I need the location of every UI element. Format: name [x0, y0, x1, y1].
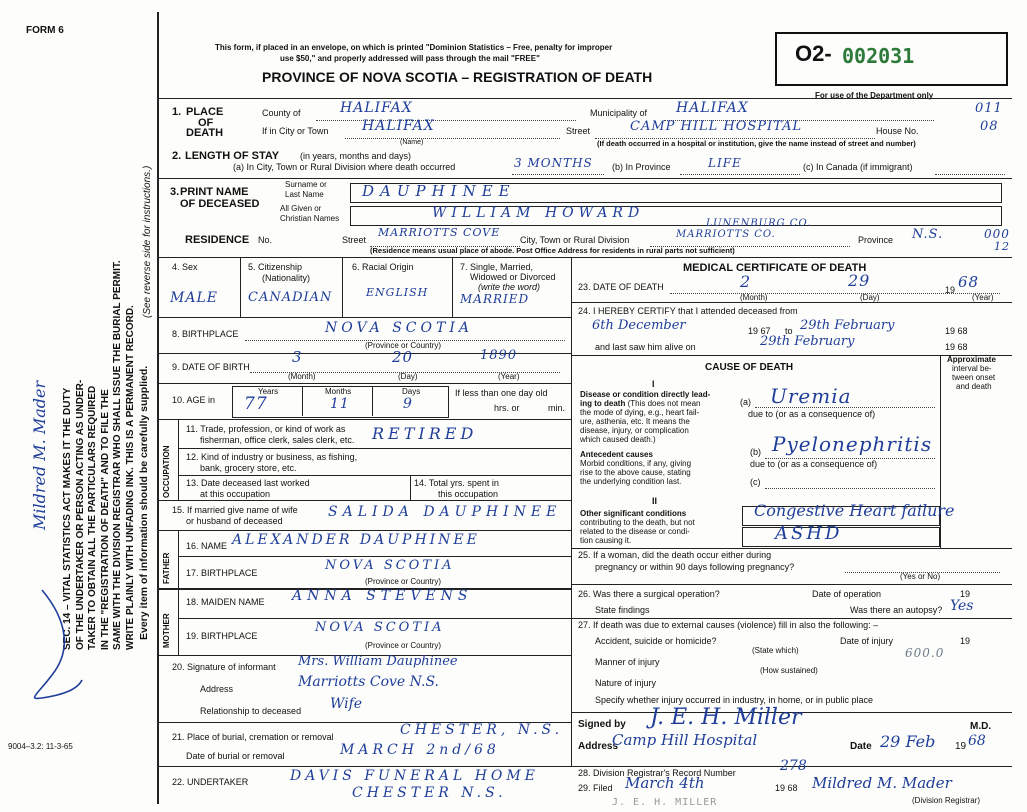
direct-cause-2: ing to death (This does not mean — [580, 399, 701, 408]
s9-label: 9. DATE OF BIRTH — [172, 362, 250, 372]
city-label: If in City or Town — [262, 126, 329, 136]
s21-label-2: Date of burial or removal — [186, 751, 285, 761]
rule — [372, 386, 373, 416]
death-year-hint: (Year) — [972, 293, 994, 302]
stay-city-value: 3 MONTHS — [514, 156, 593, 170]
informant-address-value: Marriotts Cove N.S. — [298, 674, 439, 690]
rule — [571, 302, 1012, 303]
marital-status-value: MARRIED — [460, 292, 530, 306]
s1-label-1: PLACE — [186, 106, 224, 118]
sign-date-label: Date — [850, 741, 872, 752]
s12-label-1: 12. Kind of industry or business, as fishing, — [186, 452, 358, 462]
residence-note: (Residence means usual place of abode. Post Office Address for residents in rural parts not sufficient) — [370, 246, 735, 255]
age-years-label: Years — [258, 387, 279, 396]
approx-interval-3: tween onset — [952, 373, 996, 382]
county-value: HALIFAX — [340, 100, 413, 116]
street-value: CAMP HILL HOSPITAL — [630, 119, 803, 134]
place-code: 011 — [975, 101, 1003, 116]
birthplace-hint: (Province or Country) — [365, 341, 442, 350]
rule — [178, 556, 571, 557]
mother-maiden-value: ANNA STEVENS — [292, 588, 473, 604]
due-to-label-2: due to (or as a consequence of) — [750, 459, 878, 469]
undertaker-value-2: CHESTER N.S. — [352, 785, 507, 801]
approx-interval-2: interval be- — [952, 364, 992, 373]
residence-no-label: No. — [258, 235, 273, 245]
dob-year-hint: (Year) — [498, 372, 520, 381]
county-label: County of — [262, 108, 301, 118]
other-conditions-value-2: ASHD — [775, 523, 843, 544]
s10-label: 10. AGE in — [172, 395, 216, 405]
attended-to-year: 19 68 — [945, 326, 968, 336]
residence-code: 000 — [984, 227, 1010, 241]
citizenship-value: CANADIAN — [248, 290, 333, 305]
stay-canada-label: (c) In Canada (if immigrant) — [803, 162, 913, 172]
s15-label-2: or husband of deceased — [186, 516, 283, 526]
rule — [571, 618, 1012, 619]
direct-cause-6: disease, injury, or complication — [580, 426, 689, 435]
physician-address-value: Camp Hill Hospital — [612, 731, 758, 749]
death-day-value: 29 — [848, 271, 871, 290]
rule — [157, 98, 1012, 99]
s22-label: 22. UNDERTAKER — [172, 777, 249, 787]
street-label: Street — [566, 126, 591, 136]
s6-label: 6. Racial Origin — [352, 262, 414, 272]
registrar-record-value: 278 — [780, 758, 807, 774]
given-label-2: Christian Names — [280, 214, 340, 223]
occupation-value: RETIRED — [372, 424, 478, 443]
nature-label: Nature of injury — [595, 678, 657, 688]
sign-year-value: 68 — [968, 733, 986, 749]
rule — [157, 178, 1012, 179]
rule — [452, 257, 453, 317]
stay-city-line — [512, 174, 604, 175]
statute-text: SEC. 14 – VITAL STATISTICS ACT MAKES IT THE DUTY OF THE UNDERTAKER OR PERSON ACTING AS UNDER- TAKER TO OBTAIN ALL THE PARTICULARS REQUIRED IN THE "REGISTRATION OF DEATH" AND TO FILE THE SAME WITH THE DIVISION REGISTRAR WHO SHALL ISSUE THE BURIAL PERMIT. WRITE PLAINLY WITH UNFADING INK. THIS IS A PERMANENT RECORD. — [62, 260, 136, 650]
stay-province-line — [680, 174, 800, 175]
s1-num: 1. — [172, 106, 182, 118]
s13-label-1: 13. Date deceased last worked — [186, 478, 310, 488]
relationship-label: Relationship to deceased — [200, 706, 302, 716]
rule — [157, 317, 571, 318]
rule — [178, 475, 571, 476]
stay-province-label: (b) In Province — [612, 162, 671, 172]
s20-label: 20. Signature of informant — [172, 662, 276, 672]
attended-from-value: 6th December — [592, 318, 686, 333]
dob-day-hint: (Day) — [398, 372, 418, 381]
death-month-value: 2 — [740, 272, 752, 291]
age-months-label: Months — [325, 387, 352, 396]
cause-a-line — [755, 407, 935, 408]
antecedent-4: the underlying condition last. — [580, 477, 682, 486]
informant-address-label: Address — [200, 684, 234, 694]
county-line — [316, 120, 576, 121]
physician-name-stamp: J. E. H. MILLER — [612, 797, 718, 808]
death-year-prefix: 19 — [945, 285, 956, 295]
rule — [240, 257, 241, 317]
racial-origin-value: ENGLISH — [366, 286, 429, 299]
surname-value: DAUPHINEE — [362, 182, 516, 200]
header-note-2: use $50," and properly addressed will pass through the mail "FREE" — [280, 54, 540, 63]
s23-label: 23. DATE OF DEATH — [578, 282, 664, 292]
direct-cause-5: ure, asthenia, etc. It means the — [580, 417, 690, 426]
left-margin-rule — [157, 12, 159, 804]
direct-cause-7: which caused death.) — [580, 435, 656, 444]
registration-prefix: O2- — [795, 41, 832, 66]
registration-number: 002031 — [842, 44, 915, 68]
operation-year: 19 — [960, 589, 971, 599]
s28-label: 28. Division Registrar's Record Number — [578, 768, 736, 778]
rule — [157, 500, 571, 501]
age-years-value: 77 — [244, 394, 268, 414]
rule — [157, 383, 571, 384]
death-year-value: 68 — [958, 273, 980, 291]
s1-label-2: OF — [198, 117, 214, 129]
s17-label: 17. BIRTHPLACE — [186, 568, 258, 578]
rule — [157, 419, 571, 420]
rule — [157, 530, 571, 531]
footer-code: 9004–3.2: 11-3-65 — [8, 742, 73, 751]
column-divider — [571, 257, 572, 767]
md-label: M.D. — [970, 721, 992, 732]
pregnancy-hint: (Yes or No) — [900, 572, 941, 581]
form-title: PROVINCE OF NOVA SCOTIA – REGISTRATION OF DEATH — [262, 69, 653, 85]
s29-label: 29. Filed — [578, 783, 613, 793]
s8-label: 8. BIRTHPLACE — [172, 329, 239, 339]
sex-value: MALE — [170, 290, 218, 306]
burial-place-value: CHESTER, N.S. — [400, 722, 564, 738]
length-of-stay-hint: (in years, months and days) — [300, 151, 412, 161]
municipality-value: HALIFAX — [676, 100, 749, 116]
direct-cause-1: Disease or condition directly lead- — [580, 390, 711, 399]
rule — [178, 618, 571, 619]
sign-year-prefix: 19 — [955, 741, 967, 752]
other-conditions-1: Other significant conditions — [580, 509, 687, 518]
s25-label-1: 25. If a woman, did the death occur either during — [578, 550, 772, 560]
last-saw-year: 19 68 — [945, 342, 968, 352]
city-line — [345, 138, 560, 139]
rule — [571, 548, 1012, 549]
other-conditions-3: related to the disease or condi- — [580, 527, 690, 536]
attended-from-year: 19 67 — [748, 326, 771, 336]
rule — [571, 584, 1012, 585]
filed-date-value: March 4th — [625, 774, 705, 792]
s14-label-1: 14. Total yrs. spent in — [414, 478, 499, 488]
state-which-hint: (State which) — [752, 646, 799, 655]
other-conditions-2: contributing to the death, but not — [580, 518, 695, 527]
rule — [178, 530, 179, 655]
rule — [178, 419, 179, 500]
father-birthplace-hint: (Province or Country) — [365, 577, 442, 586]
direct-cause-4: the mode of dying, e.g., heart fail- — [580, 408, 700, 417]
occupation-label: OCCUPATION — [162, 445, 171, 498]
relationship-value: Wife — [330, 696, 363, 712]
age-min-label: min. — [548, 403, 566, 413]
other-conditions-value-1: Congestive Heart failure — [754, 501, 955, 520]
house-value: 08 — [980, 119, 999, 134]
s24-label: 24. I HEREBY CERTIFY that I attended deceased from — [578, 306, 798, 316]
age-days-value: 9 — [403, 396, 413, 412]
death-month-hint: (Month) — [740, 293, 768, 302]
stay-city-label: (a) In City, Town or Rural Division where death occurred — [233, 162, 456, 172]
see-reverse-note: (See reverse side for instructions.) — [142, 165, 153, 318]
father-label: FATHER — [162, 552, 171, 584]
s7-label-1: 7. Single, Married, — [460, 262, 534, 272]
cause-a-value: Uremia — [770, 384, 852, 408]
rule — [157, 766, 1012, 767]
s3-num: 3. — [170, 186, 180, 198]
margin-number: 600.0 — [905, 646, 945, 660]
rule — [410, 475, 411, 500]
father-name-value: ALEXANDER DAUPHINEE — [232, 532, 480, 548]
operation-date-label: Date of operation — [812, 589, 882, 599]
stay-canada-line — [935, 174, 1005, 175]
city-value: HALIFAX — [362, 118, 435, 134]
division-registrar-signature: Mildred M. Mader — [812, 774, 952, 792]
dob-month-value: 3 — [292, 348, 303, 366]
attended-to-value: 29th February — [800, 318, 895, 333]
approx-interval-4: and death — [956, 382, 992, 391]
s5-hint: (Nationality) — [262, 273, 311, 283]
physician-address-label: Address — [578, 741, 619, 752]
s18-label: 18. MAIDEN NAME — [186, 597, 265, 607]
margin-signature: Mildred M. Mader — [30, 380, 49, 530]
antecedent-1: Antecedent causes — [580, 450, 653, 459]
father-birthplace-value: NOVA SCOTIA — [325, 558, 455, 573]
given-names-value: WILLIAM HOWARD — [432, 205, 645, 221]
other-conditions-4: tion causing it. — [580, 536, 632, 545]
residence-city-value: LUNENBURG CO. — [706, 218, 812, 229]
antecedent-2: Morbid conditions, if any, giving — [580, 459, 692, 468]
of-deceased-label: OF DECEASED — [180, 198, 260, 210]
s1-label-3: DEATH — [186, 127, 224, 139]
s12-label-2: bank, grocery store, etc. — [200, 463, 297, 473]
s16-label: 16. NAME — [186, 541, 228, 551]
mother-birthplace-value: NOVA SCOTIA — [315, 620, 445, 635]
injury-date-label: Date of injury — [840, 636, 894, 646]
every-item-note: Every item of information should be carefully supplied. — [138, 365, 150, 640]
cause-roman-1: I — [652, 379, 655, 389]
s5-label: 5. Citizenship — [248, 262, 303, 272]
stay-province-value: LIFE — [708, 156, 742, 170]
mother-birthplace-hint: (Province or Country) — [365, 641, 442, 650]
cause-b-label: (b) — [750, 447, 761, 457]
s19-label: 19. BIRTHPLACE — [186, 631, 258, 641]
sign-date-value: 29 Feb — [880, 732, 936, 751]
residence-label: RESIDENCE — [185, 234, 250, 246]
cause-a-label: (a) — [740, 397, 751, 407]
s2-num: 2. — [172, 150, 182, 162]
rule — [178, 448, 571, 449]
s14-label-2: this occupation — [438, 489, 499, 499]
age-months-value: 11 — [330, 396, 350, 412]
cause-of-death-title: CAUSE OF DEATH — [705, 362, 794, 373]
cause-b-value: Pyelonephritis — [772, 432, 933, 456]
s7-label-2: Widowed or Divorced — [470, 272, 556, 282]
print-name-label: PRINT NAME — [180, 186, 249, 198]
antecedent-3: rise to the above cause, stating — [580, 468, 691, 477]
hospital-note: (If death occurred in a hospital or institution, give the name instead of street and number) — [597, 139, 916, 148]
residence-street-label: Street — [342, 235, 367, 245]
signed-by-label: Signed by — [578, 719, 626, 730]
division-registrar-hint: (Division Registrar) — [912, 796, 981, 805]
dob-year-value: 1890 — [480, 348, 518, 363]
specify-label: Specify whether injury occurred in industry, in home, or in public place — [595, 695, 873, 705]
rule — [342, 257, 343, 317]
burial-date-value: MARCH 2nd/68 — [340, 742, 500, 758]
filed-year: 19 68 — [775, 783, 798, 793]
rule — [571, 355, 1012, 356]
last-saw-value: 29th February — [760, 334, 855, 349]
undertaker-value: DAVIS FUNERAL HOME — [290, 768, 539, 784]
surname-label-2: Last Name — [285, 190, 324, 199]
rule — [302, 386, 303, 416]
mother-label: MOTHER — [162, 613, 171, 648]
cause-c-label: (c) — [750, 477, 761, 487]
less-than-day-label: If less than one day old — [455, 388, 548, 398]
s21-label-1: 21. Place of burial, cremation or removal — [172, 732, 334, 742]
physician-signature: J. E. H. Miller — [650, 705, 802, 730]
margin-scribble — [12, 580, 92, 710]
form-number: FORM 6 — [26, 25, 64, 36]
accident-label: Accident, suicide or homicide? — [595, 636, 717, 646]
age-days-label: Days — [402, 387, 421, 396]
dob-day-value: 20 — [392, 348, 414, 366]
manner-label: Manner of injury — [595, 657, 660, 667]
age-hrs-label: hrs. or — [494, 403, 520, 413]
autopsy-label: Was there an autopsy? — [850, 605, 943, 615]
residence-code-2: 12 — [994, 240, 1010, 253]
spouse-value: SALIDA DAUPHINEE — [328, 504, 562, 520]
municipality-label: Municipality of — [590, 108, 648, 118]
s26-label-1: 26. Was there a surgical operation? — [578, 589, 720, 599]
s15-label-1: 15. If married give name of wife — [172, 505, 298, 515]
residence-city-value-2: MARRIOTTS CO. — [676, 229, 776, 240]
s13-label-2: at this occupation — [200, 489, 271, 499]
approx-interval-1: Approximate — [947, 355, 996, 364]
injury-year: 19 — [960, 636, 971, 646]
informant-signature: Mrs. William Dauphinee — [298, 654, 458, 669]
medical-certificate-title: MEDICAL CERTIFICATE OF DEATH — [683, 262, 867, 274]
surname-label-1: Surname or — [285, 180, 327, 189]
death-day-hint: (Day) — [860, 293, 880, 302]
residence-street-value: MARRIOTTS COVE — [378, 226, 501, 239]
cause-c-line — [765, 488, 935, 489]
due-to-label-1: due to (or as a consequence of) — [748, 409, 876, 419]
s11-label-1: 11. Trade, profession, or kind of work as — [186, 424, 346, 434]
state-findings-label: State findings — [595, 605, 650, 615]
given-label-1: All Given or — [280, 204, 322, 213]
s4-label: 4. Sex — [172, 262, 198, 272]
rule — [157, 257, 1012, 258]
last-saw-label: and last saw him alive on — [595, 342, 696, 352]
autopsy-value: Yes — [950, 598, 974, 614]
birthplace-value: NOVA SCOTIA — [325, 320, 473, 336]
s27-label-1: 27. If death was due to external causes (violence) fill in also the following: – — [578, 620, 879, 630]
s11-label-2: fisherman, office clerk, sales clerk, etc. — [200, 435, 355, 445]
department-use-note: For use of the Department only — [815, 91, 934, 100]
residence-city-label: City, Town or Rural Division — [520, 235, 630, 245]
s25-label-2: pregnancy or within 90 days following pregnancy? — [595, 562, 795, 572]
residence-province-label: Province — [858, 235, 894, 245]
dob-month-hint: (Month) — [288, 372, 316, 381]
length-of-stay-label: LENGTH OF STAY — [185, 150, 280, 162]
how-sustained-hint: (How sustained) — [760, 666, 818, 675]
s7-label-3: (write the word) — [478, 282, 541, 292]
name-hint: (Name) — [400, 139, 424, 146]
cause-roman-2: II — [652, 496, 658, 506]
house-label: House No. — [876, 126, 919, 136]
residence-province-value: N.S. — [912, 227, 944, 242]
header-note-1: This form, if placed in an envelope, on which is printed "Dominion Statistics – Free, penalty for improper — [215, 43, 613, 52]
attended-to-label: to — [785, 326, 793, 336]
